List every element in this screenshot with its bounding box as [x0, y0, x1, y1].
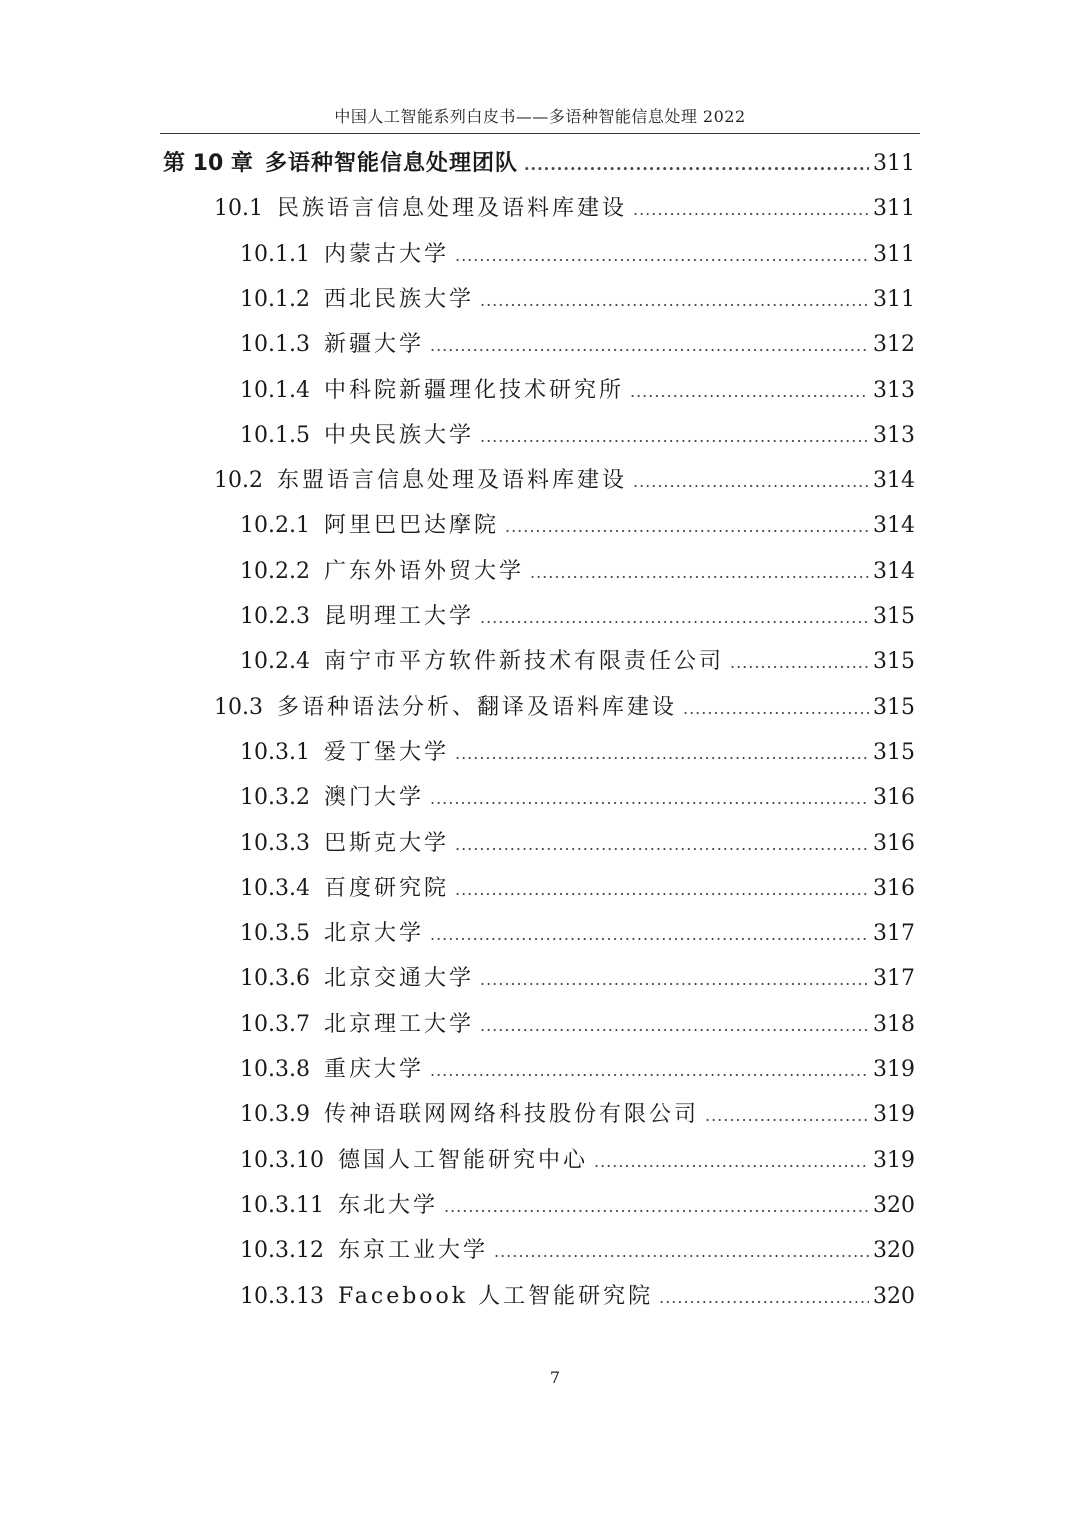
toc-entry-number: 10.3.2 — [240, 785, 310, 811]
toc-entry-number: 10.2.3 — [240, 604, 310, 629]
toc-entry-number: 10.3.7 — [240, 1011, 310, 1037]
toc-subsection-entry[interactable] — [240, 1188, 915, 1228]
toc-dot-leader — [524, 155, 869, 174]
toc-entry-title: 中央民族大学 — [323, 422, 474, 448]
toc-entry-page: 318 — [873, 1011, 915, 1037]
toc-entry-number: 10.3.13 — [240, 1283, 324, 1309]
toc-dot-leader — [480, 427, 869, 446]
toc-entry-number: 10.3 — [214, 694, 263, 720]
toc-dot-leader — [455, 744, 869, 763]
toc-entry-page: 316 — [873, 785, 915, 811]
toc-entry-page: 319 — [873, 1102, 915, 1128]
toc-subsection-entry[interactable] — [240, 508, 915, 548]
toc-entry-title: 广东外语外贸大学 — [323, 558, 524, 584]
toc-subsection-entry[interactable] — [240, 327, 915, 367]
toc-dot-leader — [480, 608, 869, 627]
toc-entry-page: 319 — [873, 1057, 915, 1082]
toc-entry-title: 多语种智能信息处理团队 — [264, 151, 518, 176]
toc-dot-leader — [594, 1152, 869, 1171]
toc-entry-title: 爱丁堡大学 — [323, 739, 449, 765]
toc-entry-title: 多语种语法分析、翻译及语料库建设 — [276, 694, 677, 720]
toc-entry-number: 10.1.2 — [240, 286, 310, 312]
toc-entry-number: 10.2 — [214, 468, 263, 494]
toc-entry-page: 319 — [873, 1147, 915, 1173]
toc-section-entry[interactable] — [214, 690, 915, 730]
toc-subsection-entry[interactable] — [240, 237, 915, 277]
toc-dot-leader — [444, 1197, 869, 1216]
toc-entry-title: 重庆大学 — [323, 1057, 424, 1082]
toc-entry-page: 315 — [873, 604, 915, 629]
toc-entry-title: 北京理工大学 — [323, 1011, 474, 1037]
page-number: 7 — [549, 1368, 561, 1387]
toc-subsection-entry[interactable] — [240, 373, 915, 413]
toc-dot-leader — [455, 835, 869, 854]
toc-section-entry[interactable] — [214, 191, 915, 231]
toc-entry-page: 312 — [873, 332, 915, 358]
toc-subsection-entry[interactable] — [240, 282, 915, 322]
toc-entry-title: 东京工业大学 — [337, 1238, 488, 1264]
toc-subsection-entry[interactable] — [240, 554, 915, 594]
header-rule — [160, 133, 920, 134]
toc-entry-number: 10.1.5 — [240, 422, 310, 448]
toc-entry-number: 10.2.2 — [240, 558, 310, 584]
toc-entry-title: 阿里巴巴达摩院 — [323, 513, 499, 539]
toc-entry-page: 317 — [873, 966, 915, 992]
toc-entry-title: 南宁市平方软件新技术有限责任公司 — [323, 649, 724, 675]
toc-dot-leader — [633, 472, 869, 491]
toc-entry-title: 传神语联网网络科技股份有限公司 — [323, 1102, 699, 1128]
toc-dot-leader — [705, 1106, 869, 1125]
toc-dot-leader — [480, 291, 869, 310]
toc-entry-number: 10.1.1 — [240, 241, 310, 267]
toc-entry-number: 10.3.4 — [240, 875, 310, 901]
toc-dot-leader — [455, 880, 869, 899]
toc-entry-title: 东盟语言信息处理及语料库建设 — [276, 468, 627, 494]
toc-entry-title: 东北大学 — [337, 1192, 438, 1218]
toc-subsection-entry[interactable] — [240, 1233, 915, 1273]
toc-entry-page: 317 — [873, 921, 915, 947]
toc-entry-title: 北京交通大学 — [323, 966, 474, 992]
toc-entry-page: 320 — [873, 1192, 915, 1218]
toc-entry-title: 中科院新疆理化技术研究所 — [323, 377, 624, 403]
toc-entry-title: 昆明理工大学 — [323, 604, 474, 629]
toc-subsection-entry[interactable] — [240, 735, 915, 775]
toc-entry-number: 10.1.4 — [240, 377, 310, 403]
toc-entry-number: 10.3.1 — [240, 739, 310, 765]
toc-subsection-entry[interactable] — [240, 599, 915, 639]
toc-entry-title: Facebook 人工智能研究院 — [337, 1283, 654, 1309]
toc-entry-number: 10.3.9 — [240, 1102, 310, 1128]
toc-subsection-entry[interactable] — [240, 1052, 915, 1092]
toc-subsection-entry[interactable] — [240, 780, 915, 820]
toc-subsection-entry[interactable] — [240, 871, 915, 911]
toc-subsection-entry[interactable] — [240, 418, 915, 458]
toc-subsection-entry[interactable] — [240, 961, 915, 1001]
toc-section-entry[interactable] — [214, 463, 915, 503]
toc-entry-title: 德国人工智能研究中心 — [337, 1147, 588, 1173]
toc-dot-leader — [683, 699, 869, 718]
toc-entry-page: 314 — [873, 513, 915, 539]
toc-subsection-entry[interactable] — [240, 1143, 915, 1183]
toc-entry-page: 316 — [873, 830, 915, 856]
toc-subsection-entry[interactable] — [240, 644, 915, 684]
toc-entry-number: 10.3.10 — [240, 1147, 324, 1173]
toc-entry-page: 314 — [873, 468, 915, 494]
toc-entry-number: 10.3.6 — [240, 966, 310, 992]
toc-entry-number: 10.3.3 — [240, 830, 310, 856]
toc-entry-title: 民族语言信息处理及语料库建设 — [276, 196, 627, 222]
toc-dot-leader — [430, 789, 869, 808]
toc-entry-page: 315 — [873, 649, 915, 675]
toc-entry-page: 313 — [873, 377, 915, 403]
toc-chapter-entry[interactable] — [163, 146, 915, 186]
toc-dot-leader — [494, 1242, 869, 1261]
toc-entry-page: 315 — [873, 739, 915, 765]
toc-dot-leader — [530, 563, 869, 582]
toc-dot-leader — [633, 200, 869, 219]
toc-dot-leader — [730, 653, 869, 672]
toc-entry-number: 10.3.5 — [240, 921, 310, 947]
toc-entry-title: 巴斯克大学 — [323, 830, 449, 856]
toc-entry-number: 10.3.11 — [240, 1192, 324, 1218]
toc-dot-leader — [659, 1288, 869, 1307]
toc-entry-page: 314 — [873, 558, 915, 584]
toc-entry-title: 内蒙古大学 — [323, 241, 449, 267]
toc-entry-page: 311 — [873, 196, 915, 222]
toc-dot-leader — [430, 925, 869, 944]
toc-dot-leader — [480, 1016, 869, 1035]
toc-dot-leader — [480, 970, 869, 989]
toc-entry-title: 北京大学 — [323, 921, 424, 947]
toc-entry-page: 311 — [873, 151, 915, 176]
toc-entry-page: 320 — [873, 1238, 915, 1264]
toc-entry-page: 313 — [873, 422, 915, 448]
toc-entry-title: 西北民族大学 — [323, 286, 474, 312]
toc-entry-number: 第 10 章 — [163, 151, 253, 176]
toc-dot-leader — [505, 517, 869, 536]
toc-dot-leader — [455, 246, 869, 265]
toc-entry-title: 澳门大学 — [323, 785, 424, 811]
toc-entry-number: 10.1 — [214, 196, 263, 222]
toc-entry-title: 百度研究院 — [323, 875, 449, 901]
toc-entry-page: 320 — [873, 1283, 915, 1309]
toc-entry-page: 316 — [873, 875, 915, 901]
toc-entry-number: 10.3.12 — [240, 1238, 324, 1264]
running-header: 中国人工智能系列白皮书——多语种智能信息处理 2022 — [334, 107, 746, 126]
toc-dot-leader — [430, 336, 869, 355]
toc-entry-number: 10.2.1 — [240, 513, 310, 539]
toc-entry-number: 10.1.3 — [240, 332, 310, 358]
toc-subsection-entry[interactable] — [240, 1007, 915, 1047]
toc-subsection-entry[interactable] — [240, 916, 915, 956]
toc-subsection-entry[interactable] — [240, 1097, 915, 1137]
toc-entry-page: 311 — [873, 241, 915, 267]
toc-subsection-entry[interactable] — [240, 1279, 915, 1319]
toc-subsection-entry[interactable] — [240, 826, 915, 866]
toc-dot-leader — [630, 382, 869, 401]
toc-dot-leader — [430, 1061, 869, 1080]
toc-entry-number: 10.3.8 — [240, 1057, 310, 1082]
toc-entry-page: 315 — [873, 694, 915, 720]
toc-entry-number: 10.2.4 — [240, 649, 310, 675]
toc-entry-page: 311 — [873, 286, 915, 312]
toc-entry-title: 新疆大学 — [323, 332, 424, 358]
